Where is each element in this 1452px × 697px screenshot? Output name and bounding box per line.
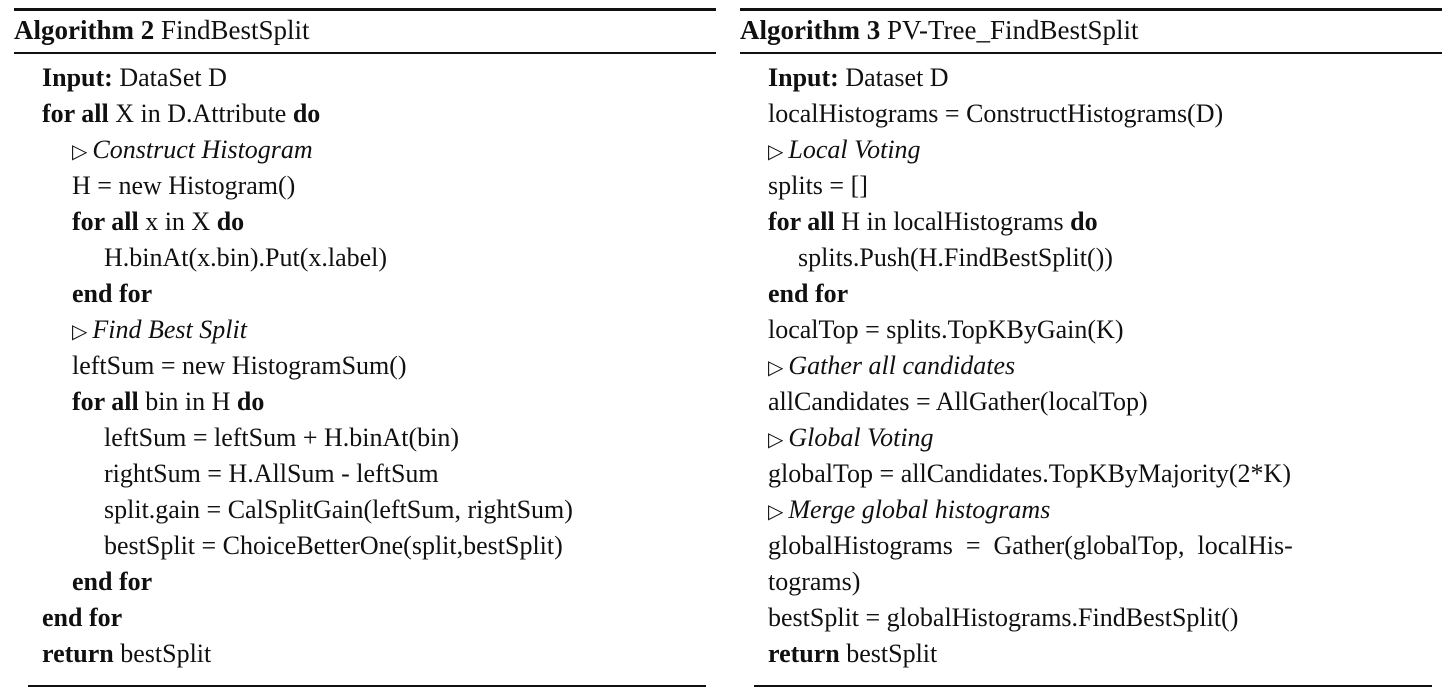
algorithm-bottom-rule	[28, 685, 706, 687]
algorithm-line-part: leftSum = new HistogramSum()	[72, 351, 407, 381]
algorithm-line-part: Construct Histogram	[92, 135, 313, 165]
algorithm-line	[14, 384, 716, 420]
algorithm-line-part: ▷	[768, 429, 789, 452]
algorithm-bottom-rule	[754, 685, 1432, 687]
algorithm-title	[14, 11, 716, 52]
algorithm-line	[14, 60, 716, 96]
algorithm-line	[740, 600, 1442, 636]
algorithm-line-part: ▷	[768, 357, 789, 380]
algorithm-line-part: ▷	[768, 141, 789, 164]
algorithm-line-part: bestSplit = ChoiceBetterOne(split,bestSplit)	[104, 531, 563, 561]
algorithm-line-part: end for	[72, 279, 153, 309]
algorithm-number: Algorithm 2	[14, 15, 155, 45]
algorithm-line	[740, 168, 1442, 204]
algorithm-line-part: globalTop = allCandidates.TopKByMajority(2*K)	[768, 459, 1291, 489]
algorithm-line-part: rightSum = H.AllSum - leftSum	[104, 459, 439, 489]
algorithm-line	[740, 132, 1442, 168]
algorithm-line	[740, 492, 1442, 528]
algorithm-line-part: bin in H	[138, 387, 237, 417]
algorithm-line-part: allCandidates = AllGather(localTop)	[768, 387, 1148, 417]
algorithm-line-part: H in localHistograms	[834, 207, 1071, 237]
algorithm-name: PV-Tree_FindBestSplit	[886, 15, 1139, 45]
algorithm-line-part: for all	[72, 207, 139, 237]
algorithm-line-part: ▷	[72, 321, 93, 344]
algorithm-line	[14, 96, 716, 132]
algorithm-line	[14, 492, 716, 528]
algorithm-line-part: end for	[72, 567, 153, 597]
algorithm-block-3	[726, 0, 1452, 697]
algorithm-line-part: bestSplit	[839, 639, 938, 669]
algorithm-line-part: bestSplit = globalHistograms.FindBestSplit()	[768, 603, 1239, 633]
algorithm-line-part: H = new Histogram()	[72, 171, 296, 201]
algorithm-line	[740, 636, 1442, 672]
algorithm-line-part: end for	[768, 279, 849, 309]
algorithm-title	[740, 11, 1442, 52]
algorithm-line	[740, 276, 1442, 312]
algorithm-line	[14, 204, 716, 240]
algorithm-line-part: do	[216, 207, 245, 237]
algorithm-line	[14, 168, 716, 204]
algorithm-line	[740, 528, 1442, 564]
algorithm-line-part: tograms)	[768, 567, 861, 597]
algorithm-line-part: do	[236, 387, 265, 417]
algorithm-line	[14, 348, 716, 384]
algorithm-line-part: ▷	[768, 501, 789, 524]
algorithm-line	[14, 636, 716, 672]
algorithm-line-part: H.binAt(x.bin).Put(x.label)	[104, 243, 388, 273]
algorithm-line-part: for all	[42, 99, 109, 129]
algorithm-line-part: Input:	[42, 63, 113, 93]
algorithm-line-part: return	[42, 639, 114, 669]
algorithm-line	[740, 456, 1442, 492]
algorithm-line	[740, 420, 1442, 456]
algorithm-line-part: for all	[72, 387, 139, 417]
algorithm-line	[740, 312, 1442, 348]
algorithm-line	[740, 240, 1442, 276]
algorithm-line-part: Find Best Split	[92, 315, 247, 345]
algorithm-line-part: localTop = splits.TopKByGain(K)	[768, 315, 1124, 345]
algorithm-line-part: Input:	[768, 63, 839, 93]
algorithm-line-part: bestSplit	[113, 639, 212, 669]
algorithm-line-part: localHistograms = ConstructHistograms(D)	[768, 99, 1224, 129]
algorithm-line-part: split.gain = CalSplitGain(leftSum, rightSum)	[104, 495, 573, 525]
algorithm-line-part: X in D.Attribute	[108, 99, 293, 129]
algorithm-line	[740, 60, 1442, 96]
algorithm-line-part: Dataset D	[838, 63, 949, 93]
algorithm-line	[740, 384, 1442, 420]
algorithm-line-part: end for	[42, 603, 123, 633]
algorithm-line-part: ▷	[72, 141, 93, 164]
algorithm-line-part: splits = []	[768, 171, 868, 201]
algorithm-line	[740, 564, 1442, 600]
algorithm-line	[14, 420, 716, 456]
algorithm-line	[14, 564, 716, 600]
algorithm-line-part: globalHistograms = Gather(globalTop, localHis-	[768, 531, 1293, 561]
algorithm-line-part: Global Voting	[788, 423, 934, 453]
algorithm-line-part: leftSum = leftSum + H.binAt(bin)	[104, 423, 460, 453]
algorithm-line-part: for all	[768, 207, 835, 237]
algorithm-line	[14, 240, 716, 276]
algorithm-line-part: x in X	[138, 207, 217, 237]
algorithm-line-part: Merge global histograms	[788, 495, 1051, 525]
algorithm-line-part: Gather all candidates	[788, 351, 1016, 381]
algorithm-name: FindBestSplit	[160, 15, 310, 45]
algorithm-line	[14, 456, 716, 492]
algorithm-line	[14, 528, 716, 564]
algorithm-number: Algorithm 3	[740, 15, 881, 45]
algorithm-line-part: do	[1070, 207, 1098, 237]
algorithm-line	[740, 96, 1442, 132]
algorithm-body-3	[740, 54, 1442, 678]
algorithm-line	[740, 204, 1442, 240]
algorithm-line	[14, 312, 716, 348]
algorithm-line-part: return	[768, 639, 840, 669]
algorithm-line	[14, 600, 716, 636]
algorithm-line	[14, 132, 716, 168]
algorithm-line-part: do	[292, 99, 321, 129]
algorithm-line	[14, 276, 716, 312]
algorithm-body-2	[14, 54, 716, 678]
algorithm-line-part: DataSet D	[112, 63, 227, 93]
algorithm-line-part: Local Voting	[788, 135, 921, 165]
algorithm-line	[740, 348, 1442, 384]
algorithm-line-part: splits.Push(H.FindBestSplit())	[798, 243, 1113, 273]
